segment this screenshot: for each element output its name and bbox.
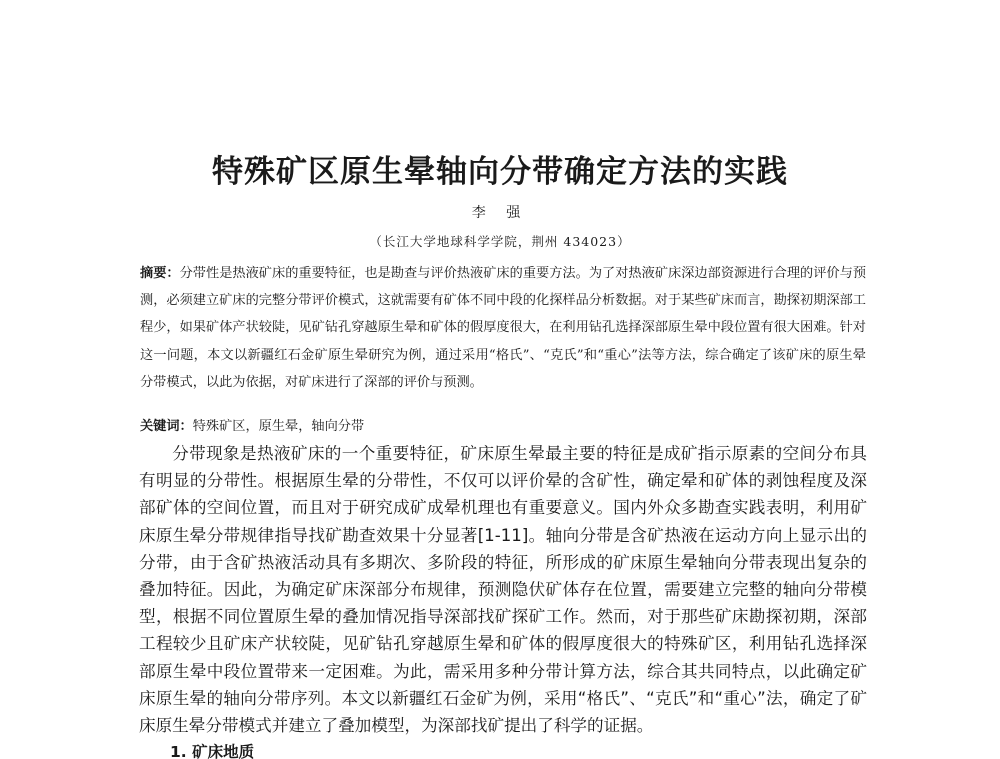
abstract-text: 分带性是热液矿床的重要特征，也是勘查与评价热液矿床的重要方法。为了对热液矿床深边部资源进行合理的评价与预测，必须建立矿床的完整分带评价模式，这就需要有矿体不同中段的化探样品分析数据。对于某些矿床而言，勘探初期深部工程少，如果矿体产状较陡，见矿钻孔穿越原生晕和矿体的假厚度很大，在利用钻孔选择深部原生晕中段位置有很大困难。针对这一问题，本文以新疆红石金矿原生晕研究为例，通过采用“格氏”、“克氏”和“重心”法等方法，综合确定了该矿床的原生晕分带模式，以此为依据，对矿床进行了深部的评价与预测。 (140, 266, 867, 390)
paper-title: 特殊矿区原生晕轴向分带确定方法的实践 (212, 154, 788, 190)
introduction-paragraph: 分带现象是热液矿床的一个重要特征，矿床原生晕最主要的特征是成矿指示原素的空间分布具有明显的分带性。根据原生晕的分带性，不仅可以评价晕的含矿性，确定晕和矿体的剥蚀程度及深部矿体的空间位置，而且对于研究成矿成晕机理也有重要意义。国内外众多勘查实践表明，利用矿床原生晕分带规律指导找矿勘查效果十分显著[1-11]。轴向分带是含矿热液在运动方向上显示出的分带，由于含矿热液活动具有多期次、多阶段的特征，所形成的矿床原生晕轴向分带表现出复杂的叠加特征。因此，为确定矿床深部分布规律，预测隐伏矿体存在位置，需要建立完整的轴向分带模型，根据不同位置原生晕的叠加情况指导深部找矿探矿工作。然而，对于那些矿床勘探初期，深部工程较少且矿床产状较陡，见矿钻孔穿越原生晕和矿体的假厚度很大的特殊矿区，利用钻孔选择深部原生晕中段位置带来一定困难。为此，需采用多种分带计算方法，综合其共同特点，以此确定矿床原生晕的轴向分带序列。本文以新疆红石金矿为例，采用“格氏”、“克氏”和“重心”法，确定了矿床原生晕分带模式并建立了叠加模型，为深部找矿提出了科学的证据。 (139, 444, 867, 736)
author-affiliation: （长江大学地球科学学院，荆州 434023） (369, 234, 631, 249)
keywords-label: 关键词： (140, 419, 193, 434)
abstract (140, 260, 866, 396)
section-heading: 1. 矿床地质 (170, 743, 255, 759)
author-name: 李 强 (471, 205, 529, 221)
abstract-label: 摘要： (140, 266, 180, 281)
keywords (140, 417, 866, 437)
keywords-text: 特殊矿区，原生晕，轴向分带 (192, 419, 365, 434)
